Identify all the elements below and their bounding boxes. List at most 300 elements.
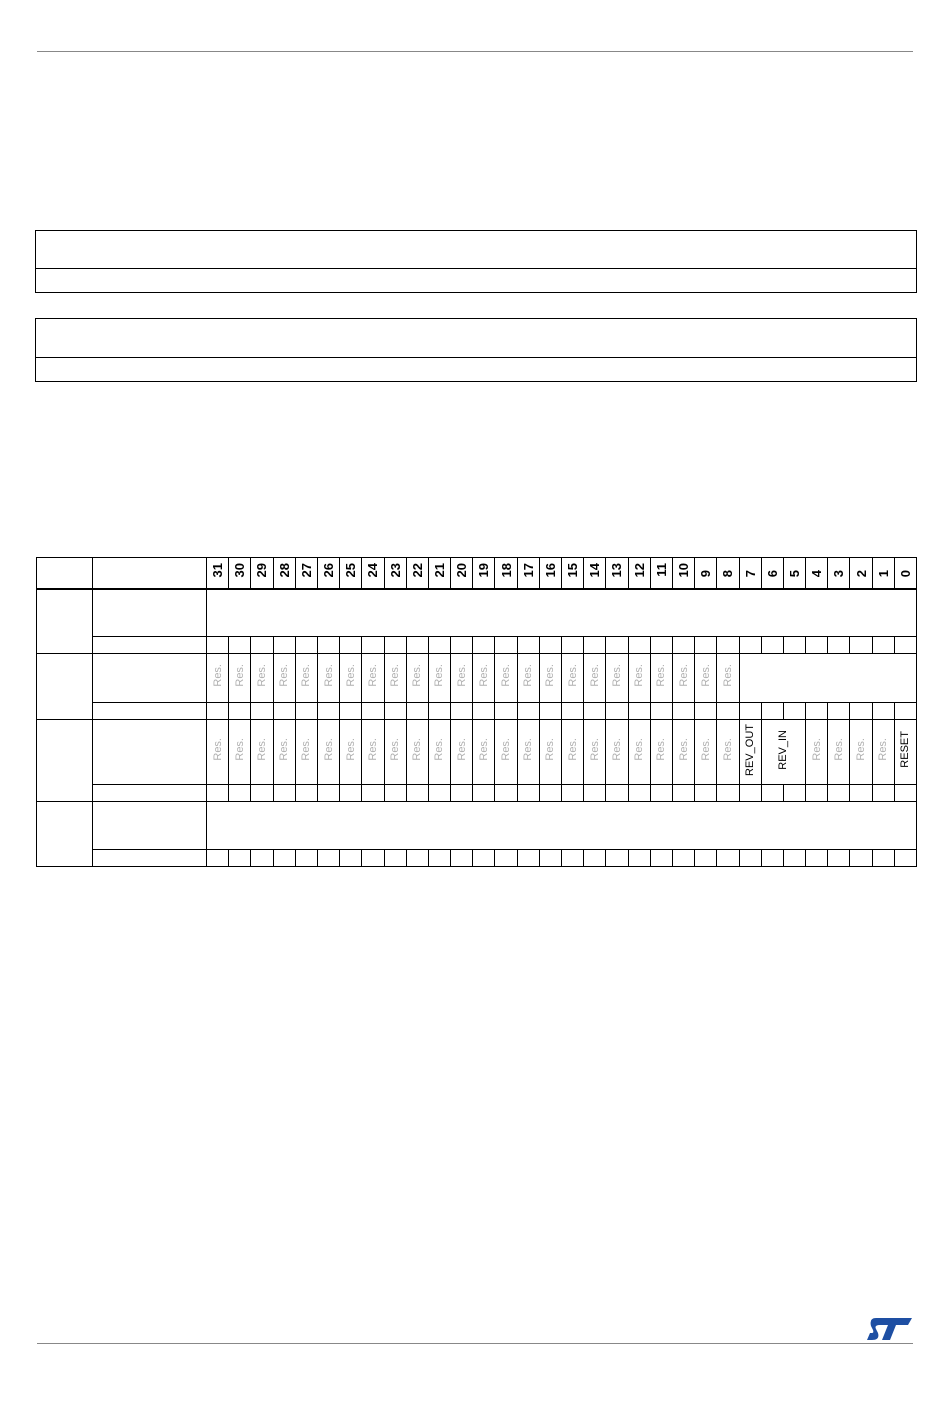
bit-number-cell	[828, 558, 850, 589]
reset-value-cell	[828, 703, 850, 720]
reset-value-cell	[428, 703, 450, 720]
reset-value-cell	[584, 785, 606, 802]
reserved-field	[340, 654, 362, 703]
reserved-field	[473, 720, 495, 785]
reserved-field	[695, 654, 717, 703]
reserved-label: Res.	[455, 664, 468, 687]
reset-value-cell	[828, 637, 850, 654]
reset-value-cell	[384, 703, 406, 720]
reserved-field	[384, 720, 406, 785]
bit-number-cell	[562, 558, 584, 589]
bit-number: 9	[698, 569, 714, 577]
bit-number-cell	[628, 558, 650, 589]
reset-value-cell	[295, 785, 317, 802]
reset-value-cell	[207, 850, 229, 867]
reserved-label: Res.	[522, 738, 535, 761]
bit-number: 27	[298, 563, 314, 578]
reserved-field	[650, 720, 672, 785]
reset-value-cell	[606, 703, 628, 720]
reset-value-cell	[428, 850, 450, 867]
reserved-label: Res.	[610, 738, 623, 761]
info-box-divider	[36, 268, 916, 269]
reserved-label: Res.	[633, 664, 646, 687]
reserved-label: Res.	[699, 738, 712, 761]
reserved-label: Res.	[233, 664, 246, 687]
reset-value-cell	[806, 785, 828, 802]
bit-number: 12	[631, 563, 647, 578]
reserved-field	[473, 654, 495, 703]
reserved-label: Res.	[721, 738, 734, 761]
reserved-label: Res.	[322, 738, 335, 761]
reset-value-cell	[717, 785, 739, 802]
reset-value-row	[37, 785, 917, 802]
reserved-label: Res.	[344, 738, 357, 761]
bit-header-row	[37, 558, 917, 589]
reserved-label: Res.	[477, 738, 490, 761]
reset-value-cell	[628, 637, 650, 654]
reserved-field	[451, 654, 473, 703]
reset-value-cell	[695, 785, 717, 802]
bit-number: 11	[653, 563, 669, 578]
footer-rule	[37, 1343, 913, 1344]
reserved-label: Res.	[677, 738, 690, 761]
bit-number-cell	[207, 558, 229, 589]
bit-number: 15	[565, 563, 581, 578]
reset-value-cell	[783, 850, 805, 867]
reset-value-cell	[562, 637, 584, 654]
bit-number: 1	[875, 569, 891, 577]
reserved-field	[229, 720, 251, 785]
reset-value-cell	[273, 850, 295, 867]
reserved-label: Res.	[721, 664, 734, 687]
reset-label-cell	[93, 637, 207, 654]
reserved-label: Res.	[500, 738, 513, 761]
bit-number-cell	[384, 558, 406, 589]
field-cell	[739, 654, 917, 703]
reset-value-cell	[539, 703, 561, 720]
reserved-field	[628, 654, 650, 703]
reserved-label: Res.	[389, 664, 402, 687]
reserved-label: Res.	[300, 738, 313, 761]
reserved-field	[672, 720, 694, 785]
reserved-field	[584, 720, 606, 785]
reset-value-cell	[340, 785, 362, 802]
field-label: REV_IN	[777, 729, 790, 770]
bit-number-cell	[850, 558, 872, 589]
reserved-label: Res.	[344, 664, 357, 687]
offset-cell	[37, 654, 93, 720]
reserved-label: Res.	[389, 738, 402, 761]
reserved-field	[428, 654, 450, 703]
reserved-field	[362, 654, 384, 703]
reset-value-cell	[229, 703, 251, 720]
bit-number: 16	[542, 563, 558, 578]
reset-value-cell	[207, 703, 229, 720]
reset-value-cell	[650, 785, 672, 802]
reserved-label: Res.	[699, 664, 712, 687]
reset-value-cell	[872, 850, 894, 867]
reserved-label: Res.	[522, 664, 535, 687]
reset-label-cell	[93, 850, 207, 867]
reset-value-cell	[473, 637, 495, 654]
reserved-field	[207, 654, 229, 703]
reset-value-cell	[406, 637, 428, 654]
register-map-table	[36, 557, 917, 867]
reset-value-cell	[761, 785, 783, 802]
reserved-field	[562, 654, 584, 703]
header-rule	[37, 51, 913, 52]
reserved-label: Res.	[610, 664, 623, 687]
reset-value-cell	[251, 637, 273, 654]
reset-value-cell	[273, 637, 295, 654]
bit-number-cell	[783, 558, 805, 589]
field-cell	[761, 720, 805, 785]
reset-value-cell	[539, 637, 561, 654]
reserved-field	[650, 654, 672, 703]
register-row	[37, 720, 917, 785]
reserved-label: Res.	[588, 664, 601, 687]
reset-value-cell	[695, 850, 717, 867]
reserved-field	[584, 654, 606, 703]
reset-value-cell	[562, 850, 584, 867]
reserved-label: Res.	[411, 664, 424, 687]
reset-value-cell	[251, 850, 273, 867]
reset-value-cell	[894, 637, 916, 654]
reserved-field	[451, 720, 473, 785]
reset-value-cell	[606, 850, 628, 867]
reset-value-cell	[517, 785, 539, 802]
bit-number: 5	[786, 569, 802, 577]
register-header-cell	[93, 558, 207, 589]
bit-number-cell	[761, 558, 783, 589]
reset-value-cell	[229, 785, 251, 802]
reset-value-row	[37, 850, 917, 867]
reset-value-cell	[495, 637, 517, 654]
reserved-label: Res.	[411, 738, 424, 761]
reserved-label: Res.	[278, 738, 291, 761]
reserved-field	[317, 654, 339, 703]
reset-value-cell	[451, 703, 473, 720]
bit-number-cell	[295, 558, 317, 589]
reset-value-cell	[650, 637, 672, 654]
bit-number-cell	[806, 558, 828, 589]
bit-number-cell	[229, 558, 251, 589]
reserved-field	[295, 654, 317, 703]
reserved-label: Res.	[211, 738, 224, 761]
reset-value-cell	[672, 850, 694, 867]
reset-value-cell	[806, 850, 828, 867]
reserved-label: Res.	[211, 664, 224, 687]
reserved-field	[717, 720, 739, 785]
info-box-divider	[36, 357, 916, 358]
bit-number: 6	[764, 569, 780, 577]
reset-value-cell	[251, 703, 273, 720]
reset-value-cell	[650, 850, 672, 867]
reserved-field	[362, 720, 384, 785]
bit-number-cell	[584, 558, 606, 589]
bit-number-cell	[739, 558, 761, 589]
reset-value-cell	[672, 785, 694, 802]
bit-number: 10	[676, 563, 692, 578]
reset-label-cell	[93, 703, 207, 720]
reserved-field	[251, 654, 273, 703]
reset-value-cell	[451, 850, 473, 867]
reserved-label: Res.	[633, 738, 646, 761]
reset-value-cell	[207, 637, 229, 654]
reset-value-cell	[406, 850, 428, 867]
reset-value-cell	[695, 637, 717, 654]
reset-value-cell	[295, 850, 317, 867]
reserved-label: Res.	[566, 664, 579, 687]
register-name-cell	[93, 720, 207, 785]
field-cell	[894, 720, 916, 785]
reset-value-cell	[650, 703, 672, 720]
reserved-field	[495, 720, 517, 785]
reserved-label: Res.	[300, 664, 313, 687]
reset-value-cell	[406, 703, 428, 720]
reset-value-cell	[406, 785, 428, 802]
field-label: REV_OUT	[744, 723, 757, 776]
reserved-field	[806, 720, 828, 785]
bit-number: 7	[742, 569, 758, 577]
reserved-field	[295, 720, 317, 785]
reset-value-cell	[850, 703, 872, 720]
st-logo-icon	[866, 1316, 914, 1342]
bit-number: 0	[897, 569, 913, 577]
bit-number-cell	[517, 558, 539, 589]
reserved-label: Res.	[322, 664, 335, 687]
reserved-field	[317, 720, 339, 785]
bit-number-cell	[473, 558, 495, 589]
reset-value-cell	[473, 850, 495, 867]
reserved-field	[384, 654, 406, 703]
bit-number: 17	[520, 563, 536, 578]
reserved-field	[695, 720, 717, 785]
bit-number-cell	[317, 558, 339, 589]
offset-header-cell	[37, 558, 93, 589]
reserved-field	[539, 720, 561, 785]
reset-value-cell	[628, 850, 650, 867]
field-cell	[207, 589, 917, 637]
reset-value-cell	[562, 785, 584, 802]
reset-value-cell	[584, 850, 606, 867]
reset-value-cell	[539, 850, 561, 867]
reserved-label: Res.	[655, 664, 668, 687]
bit-number: 21	[431, 563, 447, 578]
reset-value-cell	[539, 785, 561, 802]
bit-number-cell	[695, 558, 717, 589]
reset-value-cell	[783, 703, 805, 720]
reset-value-cell	[340, 850, 362, 867]
offset-cell	[37, 720, 93, 802]
bit-number: 31	[210, 563, 226, 578]
reserved-field	[828, 720, 850, 785]
reset-value-cell	[517, 637, 539, 654]
bit-number: 3	[831, 569, 847, 577]
reset-label-cell	[93, 785, 207, 802]
reset-value-cell	[384, 637, 406, 654]
bit-number: 19	[476, 563, 492, 578]
reset-value-cell	[672, 637, 694, 654]
reset-value-cell	[517, 703, 539, 720]
info-box-2	[35, 318, 917, 382]
info-box-1	[35, 230, 917, 293]
reset-value-cell	[562, 703, 584, 720]
reserved-label: Res.	[655, 738, 668, 761]
reset-value-cell	[362, 703, 384, 720]
bit-number: 28	[276, 563, 292, 578]
reserved-label: Res.	[810, 738, 823, 761]
bit-number: 23	[387, 563, 403, 578]
bit-number: 13	[609, 563, 625, 578]
reserved-label: Res.	[366, 664, 379, 687]
reset-value-cell	[362, 785, 384, 802]
bit-number-cell	[340, 558, 362, 589]
reset-value-cell	[739, 850, 761, 867]
reset-value-cell	[850, 637, 872, 654]
reserved-label: Res.	[500, 664, 513, 687]
reset-value-cell	[783, 637, 805, 654]
reserved-field	[539, 654, 561, 703]
bit-number-cell	[362, 558, 384, 589]
reset-value-cell	[273, 703, 295, 720]
reserved-label: Res.	[366, 738, 379, 761]
reserved-label: Res.	[877, 738, 890, 761]
reset-value-cell	[295, 637, 317, 654]
reset-value-cell	[251, 785, 273, 802]
reset-value-cell	[739, 703, 761, 720]
reserved-label: Res.	[433, 664, 446, 687]
bit-number-cell	[894, 558, 916, 589]
reset-value-cell	[761, 703, 783, 720]
offset-cell	[37, 802, 93, 867]
reset-value-cell	[295, 703, 317, 720]
reserved-label: Res.	[278, 664, 291, 687]
reset-value-cell	[495, 785, 517, 802]
register-row	[37, 802, 917, 850]
reset-value-cell	[384, 785, 406, 802]
offset-cell	[37, 589, 93, 654]
reset-value-cell	[739, 637, 761, 654]
reserved-field	[340, 720, 362, 785]
reset-value-cell	[340, 637, 362, 654]
bit-number: 29	[254, 563, 270, 578]
reserved-label: Res.	[233, 738, 246, 761]
reset-value-cell	[894, 850, 916, 867]
reserved-label: Res.	[832, 738, 845, 761]
reset-value-cell	[850, 850, 872, 867]
reset-value-cell	[872, 637, 894, 654]
register-row	[37, 589, 917, 637]
reserved-label: Res.	[477, 664, 490, 687]
reset-value-cell	[606, 785, 628, 802]
reserved-field	[872, 720, 894, 785]
bit-number-cell	[717, 558, 739, 589]
reset-value-cell	[473, 785, 495, 802]
reset-value-cell	[317, 637, 339, 654]
reserved-field	[672, 654, 694, 703]
reserved-label: Res.	[566, 738, 579, 761]
reserved-field	[229, 654, 251, 703]
bit-number-cell	[406, 558, 428, 589]
reserved-field	[606, 654, 628, 703]
reserved-label: Res.	[455, 738, 468, 761]
bit-number-cell	[495, 558, 517, 589]
field-cell	[739, 720, 761, 785]
reserved-field	[850, 720, 872, 785]
bit-number-cell	[251, 558, 273, 589]
reset-value-cell	[451, 785, 473, 802]
reset-value-row	[37, 637, 917, 654]
reserved-field	[207, 720, 229, 785]
bit-number-cell	[451, 558, 473, 589]
reset-value-cell	[495, 703, 517, 720]
bit-number: 24	[365, 563, 381, 578]
reset-value-cell	[317, 703, 339, 720]
reset-value-cell	[894, 703, 916, 720]
reset-value-cell	[806, 703, 828, 720]
bit-number: 26	[321, 563, 337, 578]
reserved-field	[628, 720, 650, 785]
reserved-field	[495, 654, 517, 703]
reset-value-cell	[872, 785, 894, 802]
reset-value-cell	[761, 637, 783, 654]
reserved-label: Res.	[544, 664, 557, 687]
reserved-field	[562, 720, 584, 785]
reset-value-cell	[717, 637, 739, 654]
reset-value-cell	[517, 850, 539, 867]
bit-number-cell	[606, 558, 628, 589]
bit-number-cell	[273, 558, 295, 589]
bit-number-cell	[539, 558, 561, 589]
register-name-cell	[93, 654, 207, 703]
reset-value-cell	[362, 850, 384, 867]
reserved-label: Res.	[255, 738, 268, 761]
reserved-label: Res.	[433, 738, 446, 761]
bit-number: 30	[232, 563, 248, 578]
reset-value-cell	[628, 703, 650, 720]
reserved-field	[517, 654, 539, 703]
reserved-field	[717, 654, 739, 703]
reserved-label: Res.	[588, 738, 601, 761]
reserved-field	[406, 720, 428, 785]
bit-number: 22	[409, 563, 425, 578]
reset-value-cell	[761, 850, 783, 867]
reset-value-cell	[473, 703, 495, 720]
bit-number: 18	[498, 563, 514, 578]
register-name-cell	[93, 802, 207, 850]
bit-number: 14	[587, 563, 603, 578]
reset-value-cell	[806, 637, 828, 654]
reset-value-cell	[451, 637, 473, 654]
reserved-label: Res.	[855, 738, 868, 761]
reset-value-cell	[606, 637, 628, 654]
reset-value-cell	[717, 850, 739, 867]
reset-value-cell	[584, 637, 606, 654]
bit-number-cell	[428, 558, 450, 589]
reserved-field	[517, 720, 539, 785]
bit-number-cell	[672, 558, 694, 589]
reset-value-cell	[695, 703, 717, 720]
reset-value-cell	[739, 785, 761, 802]
reset-value-cell	[428, 637, 450, 654]
reset-value-cell	[828, 785, 850, 802]
reset-value-cell	[828, 850, 850, 867]
reset-value-cell	[495, 850, 517, 867]
reserved-field	[606, 720, 628, 785]
reset-value-cell	[384, 850, 406, 867]
reset-value-cell	[850, 785, 872, 802]
